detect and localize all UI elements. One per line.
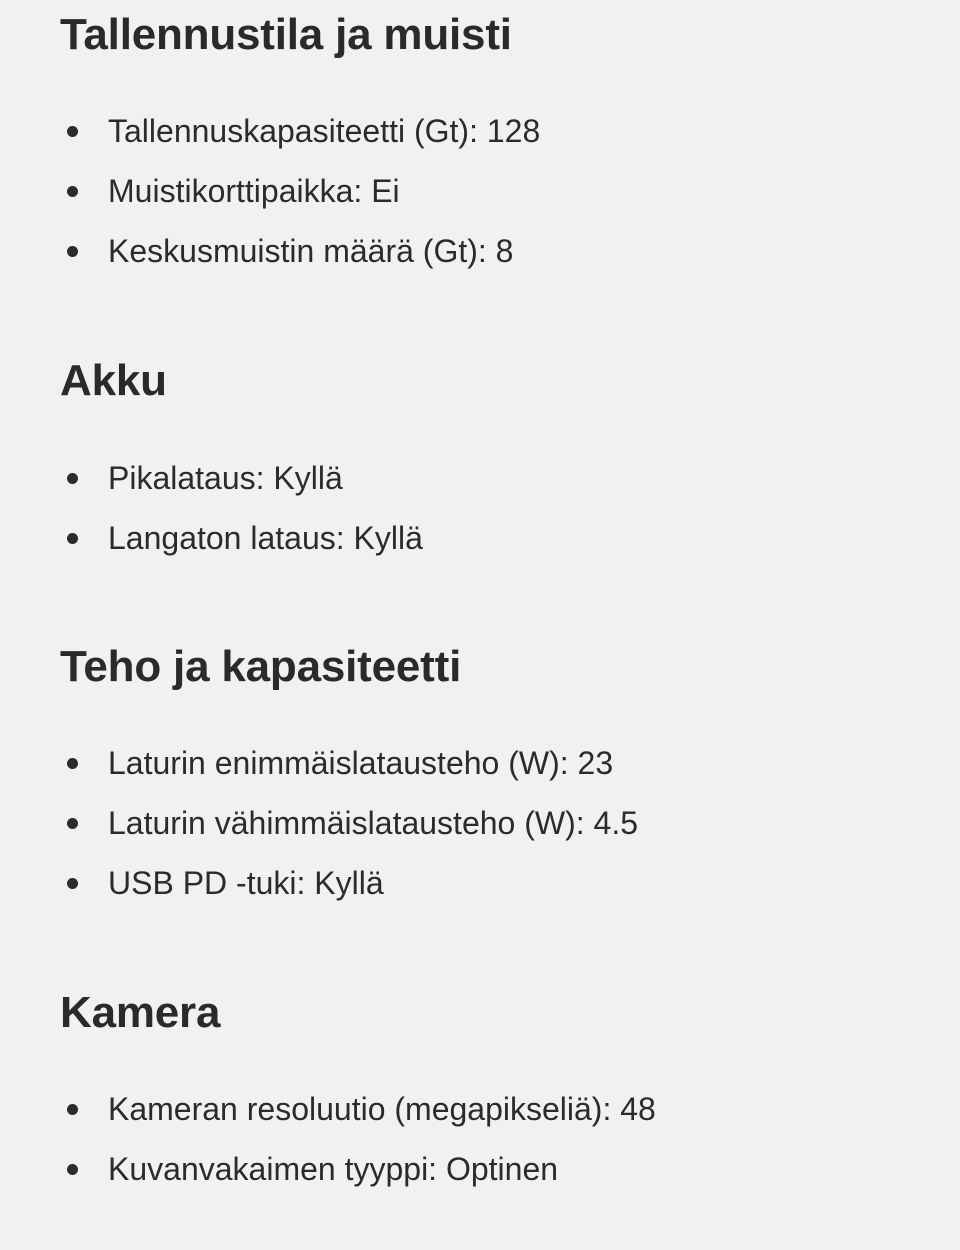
spec-label: Muistikorttipaikka: Ei — [108, 173, 400, 209]
list-item — [60, 733, 638, 793]
bullet-icon — [67, 246, 78, 257]
list-item — [60, 1139, 656, 1199]
spec-label: Keskusmuistin määrä (Gt): 8 — [108, 233, 514, 269]
section-camera — [60, 986, 920, 1187]
list-item — [60, 161, 540, 221]
section-title: Tallennustila ja muisti — [60, 10, 512, 59]
spec-label: Pikalataus: Kyllä — [108, 460, 343, 496]
spec-label: Tallennuskapasiteetti (Gt): 128 — [108, 113, 541, 149]
spec-label: Kameran resoluutio (megapikseliä): 48 — [108, 1091, 656, 1127]
spec-list — [60, 733, 638, 913]
list-item — [60, 448, 423, 508]
spec-list — [60, 448, 423, 568]
list-item — [60, 221, 540, 281]
bullet-icon — [67, 473, 78, 484]
section-title: Kamera — [60, 988, 221, 1037]
list-item — [60, 793, 638, 853]
section-storage-memory — [60, 8, 920, 269]
bullet-icon — [67, 126, 78, 137]
spec-label: Langaton lataus: Kyllä — [108, 520, 423, 556]
spec-list — [60, 1079, 656, 1199]
spec-label: Laturin enimmäislatausteho (W): 23 — [108, 745, 614, 781]
spec-label: USB PD -tuki: Kyllä — [108, 865, 384, 901]
list-item — [60, 508, 423, 568]
section-title: Teho ja kapasiteetti — [60, 642, 462, 691]
spec-list — [60, 101, 540, 281]
bullet-icon — [67, 1164, 78, 1175]
bullet-icon — [67, 533, 78, 544]
bullet-icon — [67, 758, 78, 769]
section-battery — [60, 354, 920, 556]
section-title: Akku — [60, 356, 167, 405]
bullet-icon — [67, 1104, 78, 1115]
list-item — [60, 101, 540, 161]
spec-label: Kuvanvakaimen tyyppi: Optinen — [108, 1151, 559, 1187]
bullet-icon — [67, 186, 78, 197]
bullet-icon — [67, 818, 78, 829]
spec-label: Laturin vähimmäislatausteho (W): 4.5 — [108, 805, 638, 841]
list-item — [60, 853, 638, 913]
list-item — [60, 1079, 656, 1139]
section-power-capacity — [60, 640, 920, 901]
bullet-icon — [67, 878, 78, 889]
